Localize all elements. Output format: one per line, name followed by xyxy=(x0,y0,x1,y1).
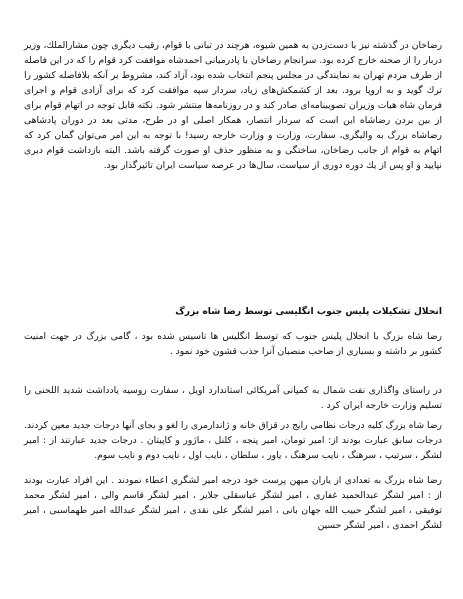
section-heading: انحلال تشکیلات پلیس جنوب انگلیسی توسط رضا شاه بزرگ xyxy=(175,306,442,317)
generals-paragraph: رضا شاه بزرگ به تعدادی از یاران میهن پرست خود درجه امیر لشگری اعطاء نمودند . این افراد عبارت بودند از : امیر لشگر عبدالحمید غفاری ، امیر لشگر عباسقلی جلایر ، امیر لشگر قاسم والی ، امیر لشگر محمد توفیقی ، امیر لشگر حبیب الله جهان بانی ، امیر لشگر علی نقدی ، امیر لشگر عبدالله امیر طهماسبی ، امیر لشگر احمدی ، امیر لشگر حسین xyxy=(24,475,442,531)
police-paragraph: رضا شاه بزرگ با انحلال پلیس جنوب که توسط انگلیس ها تاسیس شده بود ، گامی بزرگ در جهت امنیت کشور بر داشته و بسیاری از صاحب منصبان آنرا جذب قشون خود نمود . xyxy=(24,331,442,357)
oil-paragraph: در راستای واگذاری نفت شمال به کمپانی آمریکائی استاندارد اویل ، سفارت روسیه یادداشت شدید اللحنی را تسلیم وزارت خارجه ایران کرد . xyxy=(24,385,442,411)
ranks-paragraph: رضا شاه بزرگ کلیه درجات نظامی رایج در قزاق خانه و ژاندارمری را لغو و بجای آنها درجات جدید معین کردند. درجات سابق عبارت بودند از: امیر تومان، امیر پنجه ، کلنل ، ماژور و کاپیتان . درجات جدید عبارتند از : امیر لشگر ، سرتیپ ، سرهنگ ، نایب سرهنگ ، یاور ، سلطان ، نایب اول ، نایب دوم و نایب سوم. xyxy=(24,420,442,461)
intro-paragraph: رضاخان در گذشته نیز با دست‌زدن به همین شیوه، هرچند در تبانی با قوام، رقیب دیگری چون مشارالملك، وزیر دربار را از صحنه خارج کرده بود. سرانجام رضاخان با پادرمیانی احمدشاه موافقت کرد قوام را که در این فاصله از طرف مردم تهران به نمایندگی در مجلس پنجم انتخاب شده بود، آزاد کند، مشروط بر آنکه بلافاصله کشور را ترك گوید و به اروپا برود. بعد از کشمکش‌های زیاد، سردار سپه موافقت کرد که برای آزادی قوام و اجرای فرمان شاه هیات وزیران تصویبنامه‌ای صادر کند و در روزنامه‌ها منتشر شود. نکته قابل توجه در اتهام قوام برای از بین بردن رضاشاه این است که سردار انتصار، همکار اصلی او در طرح، مدتی بعد در دوران پادشاهی رضاشاه بزرگ به والیگری، سفارت، وزارت و وزارت خارجه رسید! با توجه به این امر می‌توان گمان کرد که اتهام به قوام از جانب رضاخان، ساختگی و به منظور حذف او صورت گرفته باشد. البته بازداشت قوام دیری نپایید و او پس از یك دوره دوری از سیاست، سال‌ها در عرصه سیاست ایران تاثیرگذار بود. xyxy=(24,40,442,171)
